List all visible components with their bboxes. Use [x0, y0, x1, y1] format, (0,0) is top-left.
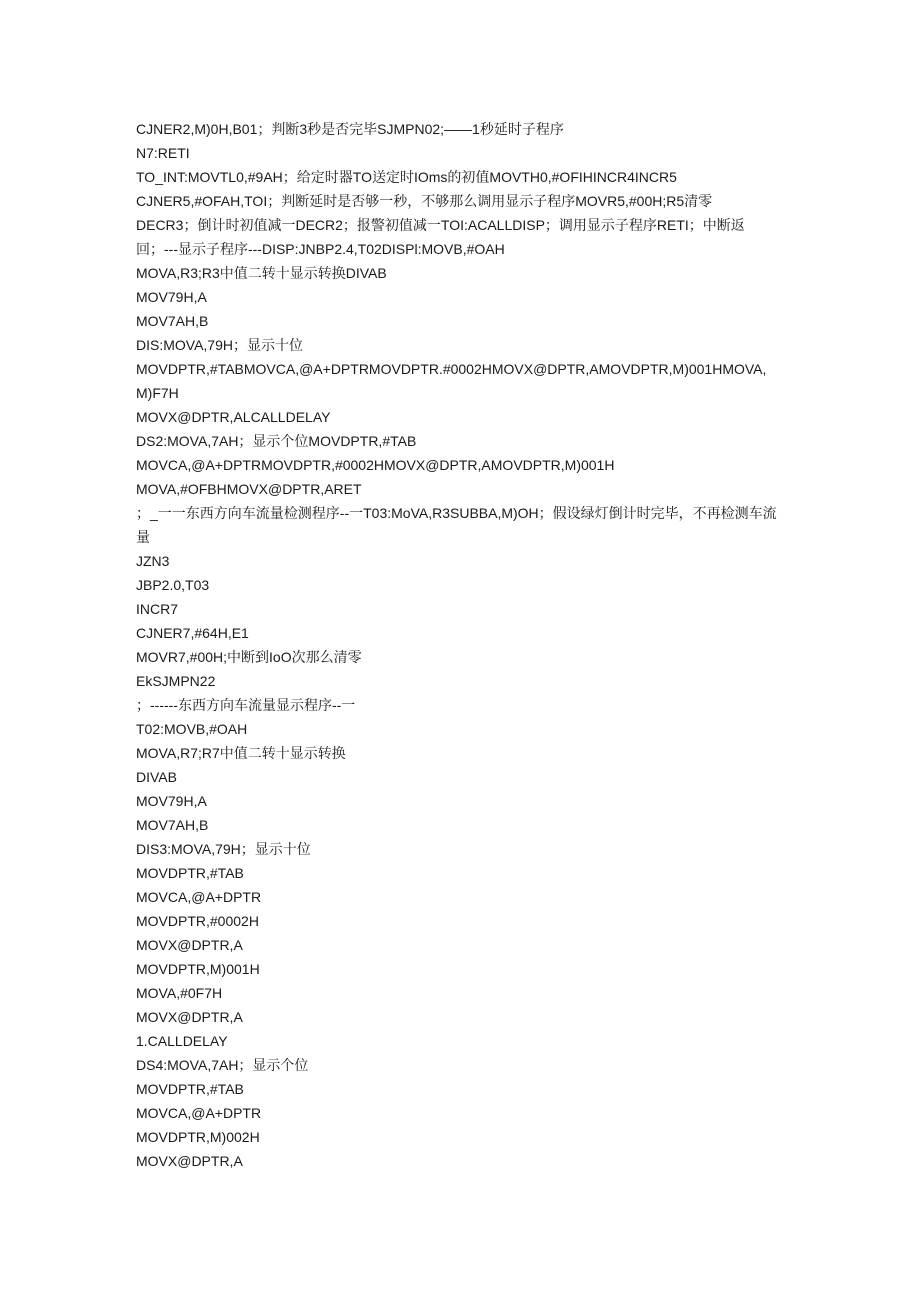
- code-line: CJNER5,#OFAH,TOI；判断延时是否够一秒，不够那么调用显示子程序MOVR5,#00H;R5清零: [136, 193, 713, 209]
- code-line: TO_INT:MOVTL0,#9AH；给定时器TO送定时IOms的初值MOVTH0,#OFIHINCR4INCR5: [136, 169, 677, 185]
- code-line: EkSJMPN22: [136, 673, 216, 689]
- code-line: ；_一一东西方向车流量检测程序--一T03:MoVA,R3SUBBA,M)OH；假设绿灯倒计时完毕，不再检测车流量: [136, 505, 777, 545]
- code-line: MOVDPTR,#TABMOVCA,@A+DPTRMOVDPTR.#0002HMOVX@DPTR,AMOVDPTR,M)001HMOVA,M)F7H: [136, 361, 767, 401]
- code-line: 1.CALLDELAY: [136, 1033, 228, 1049]
- code-line: MOVDPTR,M)002H: [136, 1129, 260, 1145]
- code-line: JBP2.0,T03: [136, 577, 210, 593]
- code-line: CJNER2,M)0H,B01；判断3秒是否完毕SJMPN02;——1秒延时子程序: [136, 121, 564, 137]
- code-line: MOV7AH,B: [136, 313, 209, 329]
- code-line: DS2:MOVA,7AH；显示个位MOVDPTR,#TAB: [136, 433, 417, 449]
- code-line: MOVX@DPTR,A: [136, 937, 243, 953]
- code-line: MOVCA,@A+DPTR: [136, 1105, 262, 1121]
- code-line: 回；---显示子程序---DISP:JNBP2.4,T02DISPl:MOVB,#OAH: [136, 241, 505, 257]
- code-line: MOVR7,#00H;中断到IoO次那么清零: [136, 649, 362, 665]
- code-line: MOV79H,A: [136, 289, 207, 305]
- code-line: MOVA,#OFBHMOVX@DPTR,ARET: [136, 481, 362, 497]
- code-line: MOVX@DPTR,A: [136, 1009, 243, 1025]
- code-line: MOVDPTR,#0002H: [136, 913, 259, 929]
- code-line: MOVX@DPTR,A: [136, 1153, 243, 1169]
- code-line: DIVAB: [136, 769, 177, 785]
- code-line: MOV7AH,B: [136, 817, 209, 833]
- code-line: MOVDPTR,#TAB: [136, 865, 244, 881]
- code-line: MOVX@DPTR,ALCALLDELAY: [136, 409, 331, 425]
- code-line: MOVDPTR,M)001H: [136, 961, 260, 977]
- code-line: DIS3:MOVA,79H；显示十位: [136, 841, 311, 857]
- code-line: N7:RETI: [136, 145, 190, 161]
- code-line: INCR7: [136, 601, 179, 617]
- code-line: MOVA,#0F7H: [136, 985, 223, 1001]
- code-line: DIS:MOVA,79H；显示十位: [136, 337, 303, 353]
- code-line: MOVA,R7;R7中值二转十显示转换: [136, 745, 346, 761]
- code-line: JZN3: [136, 553, 170, 569]
- code-line: MOVCA,@A+DPTRMOVDPTR,#0002HMOVX@DPTR,AMOVDPTR,M)001H: [136, 457, 615, 473]
- code-line: MOV79H,A: [136, 793, 207, 809]
- code-line: CJNER7,#64H,E1: [136, 625, 249, 641]
- code-line: DECR3；倒计时初值减一DECR2；报警初值减一TOI:ACALLDISP；调用显示子程序RETI；中断返: [136, 217, 745, 233]
- code-line: MOVCA,@A+DPTR: [136, 889, 262, 905]
- code-line: MOVDPTR,#TAB: [136, 1081, 244, 1097]
- code-line: ；------东西方向车流量显示程序--一: [136, 697, 356, 713]
- code-line: DS4:MOVA,7AH；显示个位: [136, 1057, 309, 1073]
- code-listing: [136, 117, 780, 1173]
- code-line: T02:MOVB,#OAH: [136, 721, 248, 737]
- code-line: MOVA,R3;R3中值二转十显示转换DIVAB: [136, 265, 387, 281]
